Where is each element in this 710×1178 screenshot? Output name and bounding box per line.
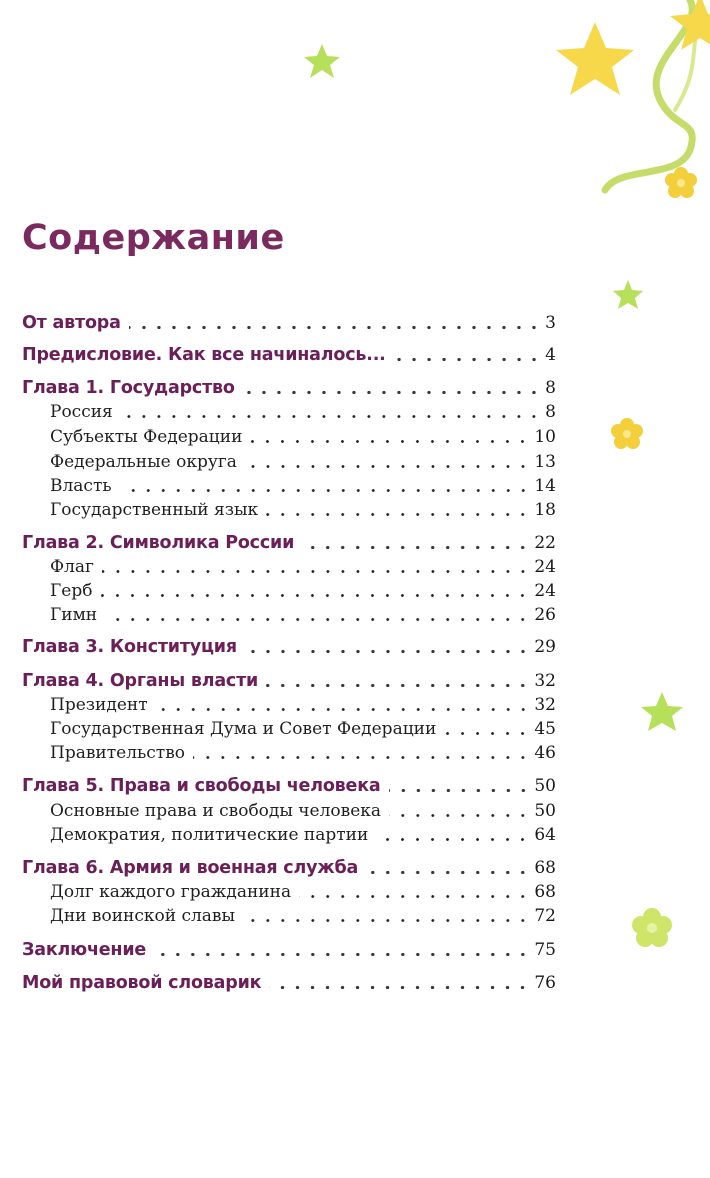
toc-entry-title: Предисловие. Как все начиналось... xyxy=(22,345,386,365)
toc-subentry[interactable] xyxy=(50,424,556,448)
toc-entry-title: Глава 3. Конституция xyxy=(22,637,237,657)
dot-leader xyxy=(266,513,530,516)
toc-page-number: 13 xyxy=(534,452,556,472)
toc-entry-title: Правительство xyxy=(50,743,185,763)
toc-page-number: 10 xyxy=(534,427,556,447)
toc-subentry[interactable] xyxy=(50,903,556,927)
toc-page-number: 68 xyxy=(534,882,556,902)
dot-leader xyxy=(156,708,531,711)
dot-leader xyxy=(243,391,541,394)
toc-chapter-entry[interactable] xyxy=(22,342,556,366)
toc-page-number: 24 xyxy=(534,557,556,577)
dot-leader xyxy=(302,546,530,549)
toc-chapter-entry[interactable] xyxy=(22,937,556,961)
toc-page-number: 14 xyxy=(534,476,556,496)
dot-leader xyxy=(245,650,530,653)
toc-entry-title: Глава 5. Права и свободы человека xyxy=(22,776,381,796)
toc-subentry[interactable] xyxy=(50,798,556,822)
dot-leader xyxy=(266,684,530,687)
toc-entry-title: Государственная Дума и Совет Федерации xyxy=(50,719,437,739)
toc-subentry[interactable] xyxy=(50,716,556,740)
dot-leader xyxy=(444,732,530,735)
toc-page-number: 26 xyxy=(534,605,556,625)
toc-subentry[interactable] xyxy=(50,879,556,903)
toc-chapter-entry[interactable] xyxy=(22,310,556,334)
toc-entry-title: Глава 6. Армия и военная служба xyxy=(22,858,359,878)
toc-chapter-entry[interactable] xyxy=(22,530,556,554)
toc-page-number: 45 xyxy=(534,719,556,739)
toc-page-number: 72 xyxy=(534,906,556,926)
toc-chapter-entry[interactable] xyxy=(22,773,556,797)
toc-entry-title: Флаг xyxy=(50,557,94,577)
toc-entry-title: Заключение xyxy=(22,940,147,960)
toc-page-number: 18 xyxy=(534,500,556,520)
toc-page-number: 50 xyxy=(534,801,556,821)
toc-page-number: 32 xyxy=(534,671,556,691)
toc-entry-title: Субъекты Федерации xyxy=(50,427,243,447)
toc-page-number: 75 xyxy=(534,940,556,960)
toc-page-number: 68 xyxy=(534,858,556,878)
toc-page-number: 32 xyxy=(534,695,556,715)
toc-entry-title: Россия xyxy=(50,402,113,422)
toc-subentry[interactable] xyxy=(50,822,556,846)
toc-subentry[interactable] xyxy=(50,449,556,473)
toc-page-number: 46 xyxy=(534,743,556,763)
dot-leader xyxy=(154,953,530,956)
toc-page-number: 8 xyxy=(545,402,556,422)
toc-page-number: 8 xyxy=(545,378,556,398)
toc-page-number: 24 xyxy=(534,581,556,601)
toc-entry-title: Гимн xyxy=(50,605,98,625)
dot-leader xyxy=(121,415,541,418)
dot-leader xyxy=(105,618,530,621)
dot-leader xyxy=(250,440,530,443)
toc-subentry[interactable] xyxy=(50,578,556,602)
toc-page-number: 4 xyxy=(545,345,556,365)
toc-subentry[interactable] xyxy=(50,554,556,578)
dot-leader xyxy=(389,789,531,792)
toc-entry-title: Мой правовой словарик xyxy=(22,973,262,993)
dot-leader xyxy=(100,594,530,597)
toc-subentry[interactable] xyxy=(50,602,556,626)
toc-entry-title: От автора xyxy=(22,313,121,333)
toc-subentry[interactable] xyxy=(50,692,556,716)
toc-entry-title: Демократия, политические партии xyxy=(50,825,369,845)
toc-page-number: 64 xyxy=(534,825,556,845)
dot-leader xyxy=(366,871,530,874)
toc-page-number: 22 xyxy=(534,533,556,553)
dot-leader xyxy=(269,986,530,989)
toc-page-number: 76 xyxy=(534,973,556,993)
toc-chapter-entry[interactable] xyxy=(22,375,556,399)
toc-entry-title: Президент xyxy=(50,695,148,715)
toc-entry-title: Дни воинской славы xyxy=(50,906,236,926)
toc-entry-title: Глава 2. Символика России xyxy=(22,533,295,553)
toc-entry-title: Герб xyxy=(50,581,93,601)
toc-subentry[interactable] xyxy=(50,473,556,497)
toc-subentry[interactable] xyxy=(50,740,556,764)
dot-leader xyxy=(120,489,531,492)
toc-page-number: 50 xyxy=(534,776,556,796)
dot-leader xyxy=(389,814,530,817)
dot-leader xyxy=(299,895,530,898)
toc-entry-title: Федеральные округа xyxy=(50,452,237,472)
toc-entry-title: Власть xyxy=(50,476,112,496)
toc-chapter-entry[interactable] xyxy=(22,668,556,692)
toc-chapter-entry[interactable] xyxy=(22,970,556,994)
toc-chapter-entry[interactable] xyxy=(22,855,556,879)
toc-subentry[interactable] xyxy=(50,399,556,423)
dot-leader xyxy=(193,756,530,759)
toc-entry-title: Глава 1. Государство xyxy=(22,378,235,398)
dot-leader xyxy=(245,465,530,468)
toc-chapter-entry[interactable] xyxy=(22,634,556,658)
toc-page-number: 29 xyxy=(534,637,556,657)
dot-leader xyxy=(376,838,530,841)
toc-entry-title: Основные права и свободы человека xyxy=(50,801,382,821)
toc-page-number: 3 xyxy=(545,313,556,333)
toc-entry-title: Государственный язык xyxy=(50,500,259,520)
dot-leader xyxy=(129,326,541,329)
dot-leader xyxy=(394,358,542,361)
dot-leader xyxy=(243,919,530,922)
dot-leader xyxy=(102,570,530,573)
page-title: Содержание xyxy=(22,218,285,258)
toc-entry-title: Глава 4. Органы власти xyxy=(22,671,259,691)
toc-entry-title: Долг каждого гражданина xyxy=(50,882,292,902)
toc-subentry[interactable] xyxy=(50,497,556,521)
